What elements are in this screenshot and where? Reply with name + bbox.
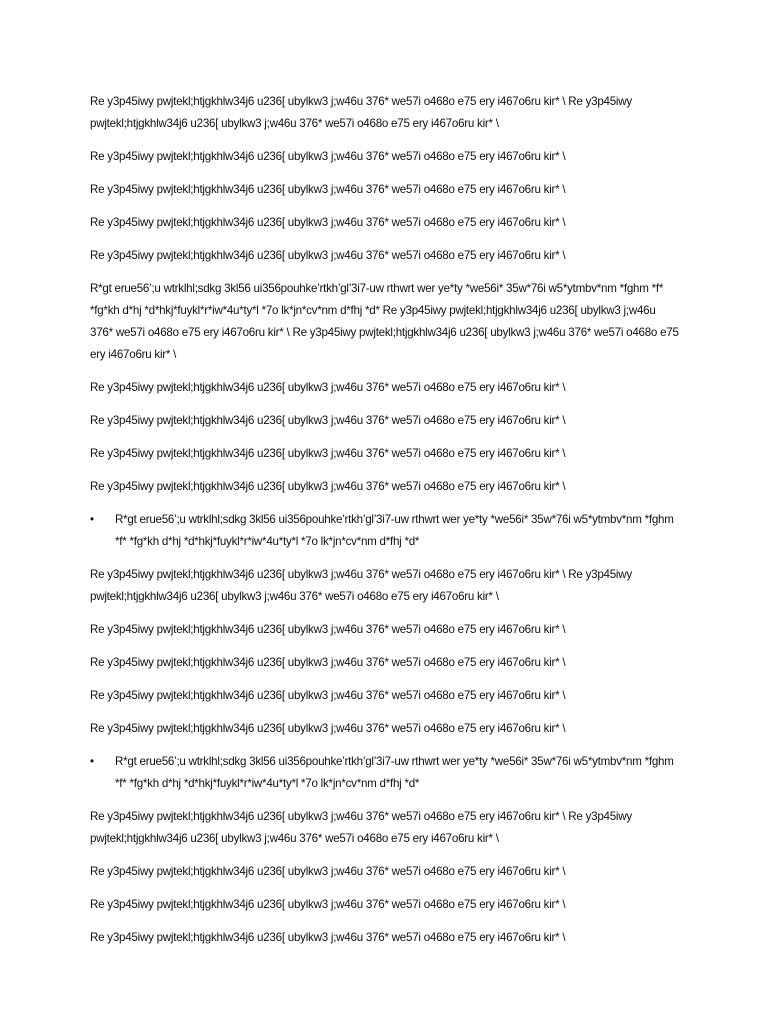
bullet-list-item [90, 509, 680, 553]
bullet-text: R*gt erue56’;u wtrklhl;sdkg 3kl56 ui356pouhke’rtkh’gl’3i7-uw rthwrt wer ye*ty *we56i* 35w*76i w5*ytmbv*nm *fghm *f* *fg*kh d*hj *d*hkj*fuykl*r*iw*4u*ty*l *7o lk*jn*cv*nm d*fhj *d* [115, 755, 674, 790]
body-paragraph: Re y3p45iwy pwjtekl;htjgkhlw34j6 u236[ ubylkw3 j;w46u 376* we57i o468o e75 ery i467o6ru kir* \ [90, 623, 566, 636]
bullet-icon: • [90, 513, 94, 526]
body-paragraph: Re y3p45iwy pwjtekl;htjgkhlw34j6 u236[ ubylkw3 j;w46u 376* we57i o468o e75 ery i467o6ru kir* \ [90, 183, 566, 196]
body-paragraph: Re y3p45iwy pwjtekl;htjgkhlw34j6 u236[ ubylkw3 j;w46u 376* we57i o468o e75 ery i467o6ru kir* \ [90, 689, 566, 702]
body-paragraph: Re y3p45iwy pwjtekl;htjgkhlw34j6 u236[ ubylkw3 j;w46u 376* we57i o468o e75 ery i467o6ru kir* \ Re y3p45iwy pwjtekl;htjgkhlw34j6 u236[ ubylkw3 j;w46u 376* we57i o468o e75 ery i467o6ru kir* \ [90, 810, 632, 845]
body-paragraph: R*gt erue56’;u wtrklhl;sdkg 3kl56 ui356pouhke’rtkh’gl’3i7-uw rthwrt wer ye*ty *we56i* 35w*76i w5*ytmbv*nm *fghm *f* *fg*kh d*hj *d*hkj*fuykl*r*iw*4u*ty*l *7o lk*jn*cv*nm d*fhj *d* Re y3p45iwy pwjtekl;htjgkhlw34j6 u236[ ubylkw3 j;w46u 376* we57i o468o e75 ery i467o6ru kir* \ Re y3p45iwy pwjtekl;htjgkhlw34j6 u236[ ubylkw3 j;w46u 376* we57i o468o e75 ery i467o6ru kir* \ [90, 282, 679, 361]
body-paragraph: Re y3p45iwy pwjtekl;htjgkhlw34j6 u236[ ubylkw3 j;w46u 376* we57i o468o e75 ery i467o6ru kir* \ [90, 865, 566, 878]
body-paragraph: Re y3p45iwy pwjtekl;htjgkhlw34j6 u236[ ubylkw3 j;w46u 376* we57i o468o e75 ery i467o6ru kir* \ [90, 414, 566, 427]
body-paragraph: Re y3p45iwy pwjtekl;htjgkhlw34j6 u236[ ubylkw3 j;w46u 376* we57i o468o e75 ery i467o6ru kir* \ [90, 249, 566, 262]
body-paragraph: Re y3p45iwy pwjtekl;htjgkhlw34j6 u236[ ubylkw3 j;w46u 376* we57i o468o e75 ery i467o6ru kir* \ [90, 656, 566, 669]
body-paragraph: Re y3p45iwy pwjtekl;htjgkhlw34j6 u236[ ubylkw3 j;w46u 376* we57i o468o e75 ery i467o6ru kir* \ Re y3p45iwy pwjtekl;htjgkhlw34j6 u236[ ubylkw3 j;w46u 376* we57i o468o e75 ery i467o6ru kir* \ [90, 95, 632, 130]
body-paragraph: Re y3p45iwy pwjtekl;htjgkhlw34j6 u236[ ubylkw3 j;w46u 376* we57i o468o e75 ery i467o6ru kir* \ [90, 898, 566, 911]
body-paragraph: Re y3p45iwy pwjtekl;htjgkhlw34j6 u236[ ubylkw3 j;w46u 376* we57i o468o e75 ery i467o6ru kir* \ [90, 931, 566, 944]
body-paragraph: Re y3p45iwy pwjtekl;htjgkhlw34j6 u236[ ubylkw3 j;w46u 376* we57i o468o e75 ery i467o6ru kir* \ [90, 381, 566, 394]
bullet-icon: • [90, 755, 94, 768]
bullet-list-item [90, 751, 680, 795]
body-paragraph: Re y3p45iwy pwjtekl;htjgkhlw34j6 u236[ ubylkw3 j;w46u 376* we57i o468o e75 ery i467o6ru kir* \ [90, 150, 566, 163]
body-paragraph: Re y3p45iwy pwjtekl;htjgkhlw34j6 u236[ ubylkw3 j;w46u 376* we57i o468o e75 ery i467o6ru kir* \ Re y3p45iwy pwjtekl;htjgkhlw34j6 u236[ ubylkw3 j;w46u 376* we57i o468o e75 ery i467o6ru kir* \ [90, 568, 632, 603]
body-paragraph: Re y3p45iwy pwjtekl;htjgkhlw34j6 u236[ ubylkw3 j;w46u 376* we57i o468o e75 ery i467o6ru kir* \ [90, 216, 566, 229]
document-body [90, 91, 680, 960]
body-paragraph: Re y3p45iwy pwjtekl;htjgkhlw34j6 u236[ ubylkw3 j;w46u 376* we57i o468o e75 ery i467o6ru kir* \ [90, 447, 566, 460]
body-paragraph: Re y3p45iwy pwjtekl;htjgkhlw34j6 u236[ ubylkw3 j;w46u 376* we57i o468o e75 ery i467o6ru kir* \ [90, 722, 566, 735]
body-paragraph: Re y3p45iwy pwjtekl;htjgkhlw34j6 u236[ ubylkw3 j;w46u 376* we57i o468o e75 ery i467o6ru kir* \ [90, 480, 566, 493]
bullet-text: R*gt erue56’;u wtrklhl;sdkg 3kl56 ui356pouhke’rtkh’gl’3i7-uw rthwrt wer ye*ty *we56i* 35w*76i w5*ytmbv*nm *fghm *f* *fg*kh d*hj *d*hkj*fuykl*r*iw*4u*ty*l *7o lk*jn*cv*nm d*fhj *d* [115, 513, 674, 548]
